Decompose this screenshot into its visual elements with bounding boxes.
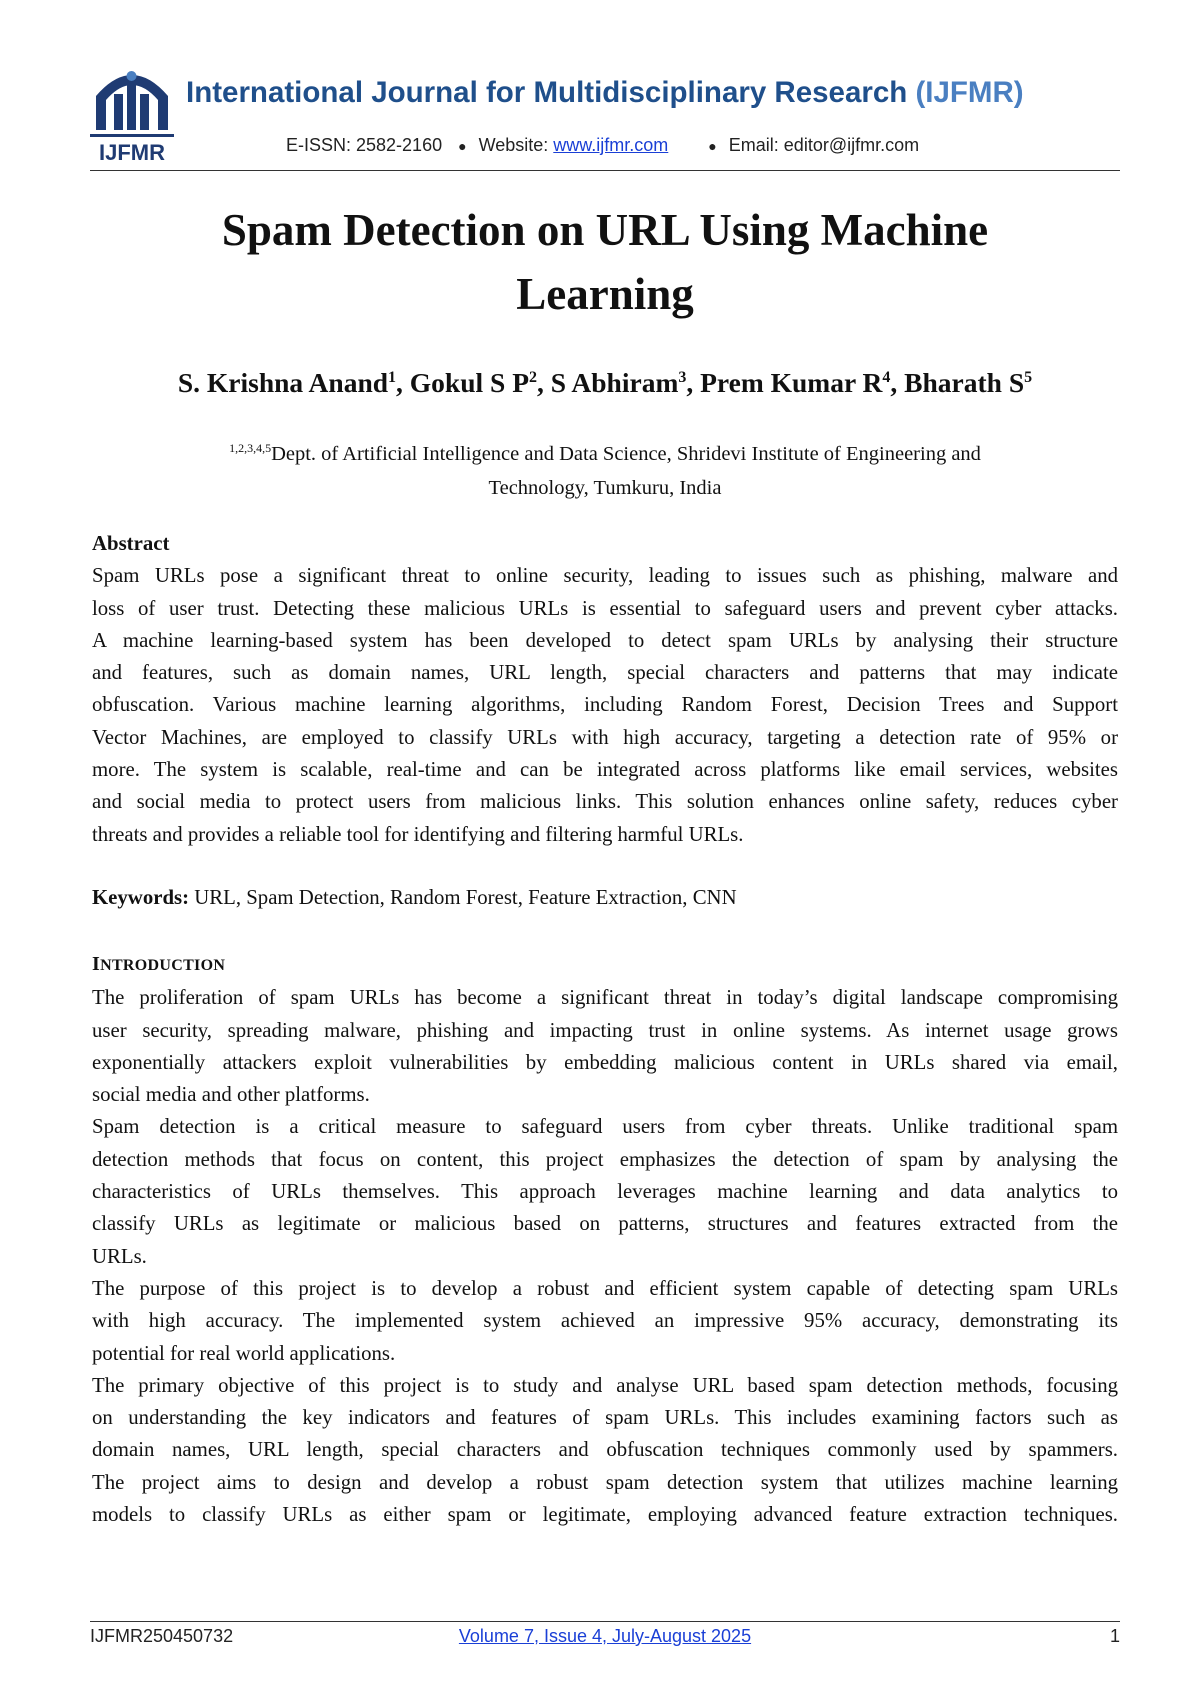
intro-line: domain names, URL length, special characters and obfuscation techniques commonly used by spammers. — [92, 1438, 1118, 1462]
ijfmr-logo-graphic — [90, 60, 174, 170]
author-sup: 4 — [882, 369, 891, 386]
intro-line: URLs. — [92, 1244, 147, 1268]
intro-line: models to classify URLs as either spam or legitimate, employing advanced feature extraction techniques. — [92, 1503, 1118, 1527]
intro-line: The primary objective of this project is to study and analyse URL based spam detection methods, focusing — [92, 1373, 1118, 1397]
author-separator: , — [686, 367, 701, 399]
page-number: 1 — [1109, 1626, 1120, 1646]
abstract-line: A machine learning-based system has been developed to detect spam URLs by analysing their structure — [92, 628, 1118, 652]
author-sup: 1 — [388, 369, 397, 386]
email-label: Email: — [728, 135, 779, 155]
affiliation-sup: 1,2,3,4,5 — [229, 441, 272, 455]
bullet-separator: ● — [458, 138, 467, 154]
abstract-line: threats and provides a reliable tool for identifying and filtering harmful URLs. — [92, 822, 744, 846]
keywords-line — [92, 882, 1118, 914]
author-name: Gokul S P — [409, 367, 529, 399]
journal-contact-line — [286, 135, 919, 156]
intro-line: classify URLs as legitimate or malicious based on patterns, structures and features extracted from the — [92, 1212, 1118, 1236]
bullet-separator: ● — [708, 138, 717, 154]
abstract-line: Vector Machines, are employed to classify URLs with high accuracy, targeting a detection rate of 95% or — [92, 725, 1118, 749]
intro-line: on understanding the key indicators and features of spam URLs. This includes examining factors such as — [92, 1406, 1118, 1430]
paper-id: IJFMR250450732 — [90, 1626, 234, 1646]
abstract-line: Spam URLs pose a significant threat to online security, leading to issues such as phishing, malware and — [92, 564, 1118, 588]
logo-text: IJFMR — [99, 140, 165, 165]
author-separator: , — [396, 367, 410, 399]
abstract-line: and social media to protect users from malicious links. This solution enhances online safety, reduces cyber — [92, 790, 1118, 814]
author-sup: 2 — [529, 369, 537, 386]
author-name: S. Krishna Anand — [177, 367, 389, 399]
page-footer — [90, 1626, 1120, 1652]
affiliation-line2: Technology, Tumkuru, India — [488, 476, 722, 499]
affiliation — [130, 431, 1080, 505]
website-link[interactable]: www.ijfmr.com — [553, 135, 669, 155]
keywords-label: Keywords: — [92, 886, 190, 909]
heading-rest: NTRODUCTION — [100, 957, 226, 974]
intro-line: user security, spreading malware, phishing and impacting trust in online systems. As internet usage grows — [92, 1018, 1118, 1042]
abstract-line: and features, such as domain names, URL length, special characters and patterns that may indicate — [92, 661, 1118, 685]
journal-header — [90, 60, 1120, 170]
website-label: Website: — [478, 135, 549, 155]
abstract-section — [92, 528, 1118, 851]
intro-line: The proliferation of spam URLs has become a significant threat in today’s digital landscape compromising — [92, 986, 1118, 1010]
footer-divider — [90, 1621, 1120, 1622]
intro-line: detection methods that focus on content, this project emphasizes the detection of spam by analysing the — [92, 1147, 1118, 1171]
journal-abbr: (IJFMR) — [915, 76, 1024, 109]
intro-line: The project aims to design and develop a robust spam detection system that utilizes machine learning — [92, 1470, 1118, 1494]
intro-line: The purpose of this project is to develop a robust and efficient system capable of detecting spam URLs — [92, 1276, 1118, 1300]
abstract-line: loss of user trust. Detecting these malicious URLs is essential to safeguard users and prevent cyber attacks. — [92, 596, 1118, 620]
intro-line: social media and other platforms. — [92, 1083, 370, 1107]
journal-name: International Journal for Multidisciplinary Research — [186, 76, 908, 109]
author-list — [90, 358, 1120, 403]
introduction-heading — [92, 948, 1118, 982]
author-sup: 3 — [678, 369, 687, 386]
author-name: Prem Kumar R — [700, 367, 883, 399]
author-name: S Abhiram — [550, 367, 679, 399]
intro-line: Spam detection is a critical measure to safeguard users from cyber threats. Unlike traditional spam — [92, 1115, 1118, 1139]
journal-logo — [90, 60, 174, 170]
intro-line: exponentially attackers exploit vulnerabilities by embedding malicious content in URLs shared via email, — [92, 1050, 1118, 1074]
issn-text: E-ISSN: 2582-2160 — [286, 135, 443, 155]
author-separator: , — [537, 367, 551, 399]
header-divider — [90, 170, 1120, 171]
intro-line: potential for real world applications. — [92, 1341, 396, 1365]
intro-line: with high accuracy. The implemented system achieved an impressive 95% accuracy, demonstrating its — [92, 1309, 1118, 1333]
affiliation-line1: Dept. of Artificial Intelligence and Data Science, Shridevi Institute of Engineering and — [271, 442, 981, 465]
email-text: editor@ijfmr.com — [783, 135, 920, 155]
paper-title-line1: Spam Detection on URL Using Machine — [221, 205, 989, 255]
introduction-section — [92, 948, 1118, 1531]
heading-initial: I — [92, 953, 101, 975]
keywords-text: URL, Spam Detection, Random Forest, Feature Extraction, CNN — [189, 886, 737, 909]
footer-volume-wrapper — [90, 1626, 1120, 1647]
abstract-heading: Abstract — [92, 532, 170, 555]
volume-link[interactable]: Volume 7, Issue 4, July-August 2025 — [458, 1626, 752, 1646]
abstract-line: more. The system is scalable, real-time and can be integrated across platforms like email services, websites — [92, 758, 1118, 782]
author-name: Bharath S — [904, 367, 1025, 399]
keywords-section — [92, 882, 1118, 914]
abstract-line: obfuscation. Various machine learning algorithms, including Random Forest, Decision Trees and Support — [92, 693, 1118, 717]
journal-title — [186, 76, 1024, 110]
author-sup: 5 — [1024, 369, 1033, 386]
author-separator: , — [890, 367, 905, 399]
paper-title-line2: Learning — [516, 269, 694, 319]
intro-line: characteristics of URLs themselves. This approach leverages machine learning and data analytics to — [92, 1180, 1118, 1204]
paper-title — [90, 198, 1120, 326]
